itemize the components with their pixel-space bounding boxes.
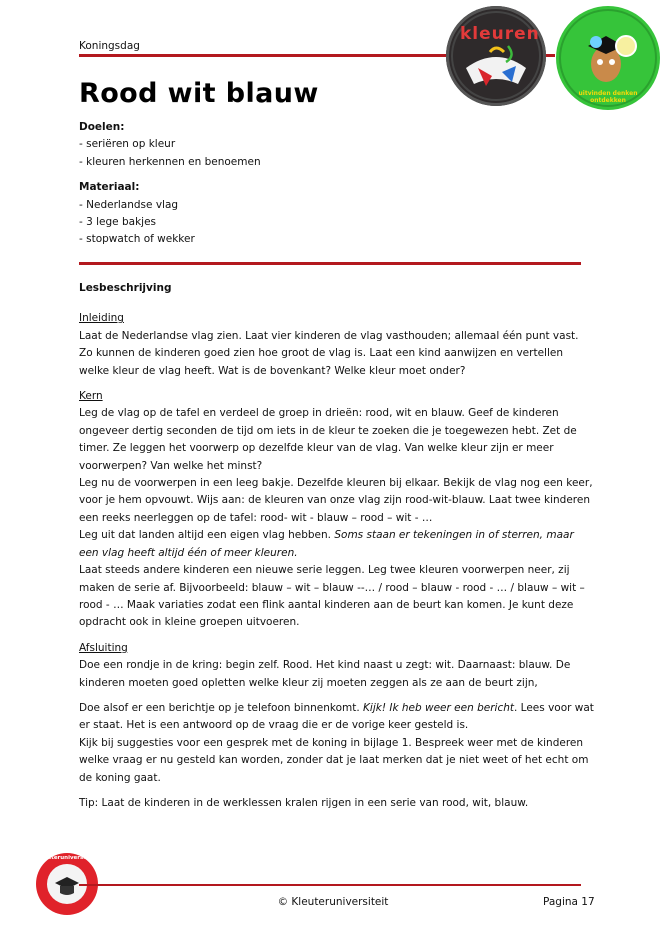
inleiding-text: Laat de Nederlandse vlag zien. Laat vier kinderen de vlag vasthouden; allemaal één punt vast. Zo kunnen de kinderen goed zien hoe groot de vlag is. Laat een kind aanwijzen en vertellen welke kleur de vlag heeft. Wat is de bovenkant? Welke kleur moet onder? <box>79 329 579 377</box>
doelen-section <box>79 119 594 249</box>
afsluiting-heading: Afsluiting <box>79 641 128 654</box>
kern-paragraph-4: Laat steeds andere kinderen een nieuwe serie leggen. Leg twee kleuren voorwerpen neer, zij maken de serie af. Bijvoorbeeld: blauw – wit – blauw --… / rood – blauw - rood - … / blauw – wit – rood - … Maak variaties zodat een flink aantal kinderen aan de beurt kan komen. Je kunt deze opdracht ook in kleine groepen uitvoeren. <box>79 564 585 629</box>
footer-page-number: Pagina 17 <box>543 896 595 908</box>
materiaal-heading: Materiaal: <box>79 181 140 194</box>
doelen-item: - seriëren op kleur <box>79 138 176 151</box>
footer-rule <box>79 884 581 886</box>
materiaal-item: - stopwatch of wekker <box>79 233 195 246</box>
footer-copyright: © Kleuteruniversiteit <box>277 896 389 908</box>
materiaal-item: - 3 lege bakjes <box>79 216 157 229</box>
materiaal-item: - Nederlandse vlag <box>79 198 179 211</box>
kleuren-logo <box>446 6 546 106</box>
kleuren-logo-text: kleuren <box>460 24 540 44</box>
lesbeschrijving-section <box>79 280 594 812</box>
inleiding-heading: Inleiding <box>79 312 124 325</box>
kern-paragraph-1: Leg de vlag op de tafel en verdeel de groep in drieën: rood, wit en blauw. Geef de kinderen ongeveer dertig seconden de tijd om iets in de kleur te zoeken die je toegewezen hebt. Zet de timer. Ze leggen het voorwerp op dezelfde kleur van de vlag. Van welke kleur zijn er meer voorwerpen? Van welke het minst? <box>79 407 577 472</box>
kern-paragraph-3: Leg uit dat landen altijd een eigen vlag hebben. Soms staan er tekeningen in of sterren, maar een vlag heeft altijd één of meer kleuren. <box>79 529 574 559</box>
afsluiting-paragraph-1: Doe een rondje in de kring: begin zelf. Rood. Het kind naast u zegt: wit. Daarnaast: blauw. De kinderen moeten goed opletten welke kleur zij moeten zeggen als ze aan de beurt zijn, <box>79 659 571 689</box>
afsluiting-paragraph-2: Doe alsof er een berichtje op je telefoon binnenkomt. Kijk! Ik heb weer een bericht. Lees voor wat er staat. Het is een antwoord op de vraag die er de vorige keer gesteld is. <box>79 701 594 732</box>
doelen-item: - kleuren herkennen en benoemen <box>79 155 261 168</box>
ontdekken-logo <box>556 6 660 110</box>
doelen-heading: Doelen: <box>79 121 125 133</box>
tip-text: Tip: Laat de kinderen in de werklessen kralen rijgen in een serie van rood, wit, blauw. <box>79 796 529 809</box>
page-title: Rood wit blauw <box>79 78 319 109</box>
afsluiting-paragraph-3: Kijk bij suggesties voor een gesprek met de koning in bijlage 1. Bespreek weer met de kinderen welke vraag er nu gesteld kan worden, zonder dat je laat merken dat je niet weet of het echt om de koning gaat. <box>79 736 589 784</box>
section-rule <box>79 262 581 265</box>
kern-paragraph-2: Leg nu de voorwerpen in een leeg bakje. Dezelfde kleuren bij elkaar. Bekijk de vlag nog een keer, voor je hem opvouwt. Wijs aan: de kleuren van onze vlag zijn rood-wit-blauw. Laat twee kinderen een reeks neerleggen op de tafel: rood- wit - blauw – rood – wit - … <box>79 477 593 524</box>
kleuren-logo-art <box>446 6 546 106</box>
kern-heading: Kern <box>79 390 103 403</box>
header-label: Koningsdag <box>79 40 140 52</box>
ontdekken-logo-text: uitvinden denken ontdekken <box>578 90 638 104</box>
les-heading: Lesbeschrijving <box>79 282 172 294</box>
kleuteruniversiteit-logo-text: kleuteruniversiteit <box>38 855 97 861</box>
